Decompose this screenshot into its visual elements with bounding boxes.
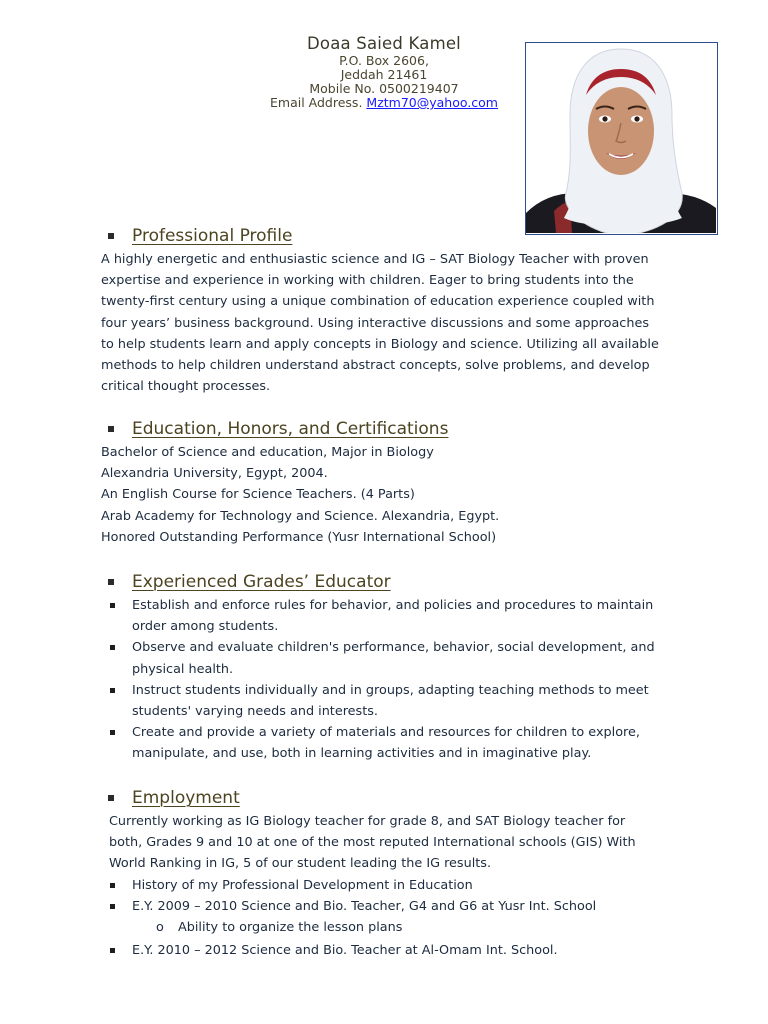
list-item xyxy=(108,722,655,764)
bullet-icon xyxy=(110,730,115,735)
heading-bullet-icon xyxy=(108,426,114,432)
list-item xyxy=(108,875,596,896)
list-item xyxy=(108,680,655,722)
grades-bullet-list xyxy=(108,595,655,765)
bullet-icon xyxy=(110,645,115,650)
person-name: Doaa Saied Kamel xyxy=(307,34,461,53)
employment-paragraph xyxy=(109,811,636,875)
list-item xyxy=(108,595,655,637)
email-link[interactable]: Mztm70@yahoo.com xyxy=(366,95,498,110)
list-item-text: manipulate, and use, both in learning activities and in imaginative play. xyxy=(132,746,592,762)
mobile-number: Mobile No. 0500219407 xyxy=(309,81,459,96)
profile-paragraph xyxy=(101,249,659,397)
bullet-icon xyxy=(110,883,115,888)
profile-line: expertise and experience in working with children. Eager to bring students into the xyxy=(101,273,634,289)
list-item xyxy=(108,896,596,917)
bullet-icon xyxy=(110,948,115,953)
circle-bullet-icon: o xyxy=(156,920,164,936)
profile-line: methods to help children understand abstract concepts, solve problems, and develop xyxy=(101,358,650,374)
list-item xyxy=(108,940,596,961)
bullet-icon xyxy=(110,688,115,693)
portrait-illustration xyxy=(526,43,716,233)
bullet-icon xyxy=(110,904,115,909)
section-title: Employment xyxy=(132,788,240,808)
sub-list-item-text: Ability to organize the lesson plans xyxy=(178,920,403,936)
email-label: Email Address. xyxy=(270,95,367,110)
profile-line: critical thought processes. xyxy=(101,379,271,395)
list-item-text: Establish and enforce rules for behavior, and policies and procedures to maintain xyxy=(132,598,654,613)
section-heading-grades xyxy=(108,571,391,593)
profile-photo xyxy=(525,42,718,235)
list-item-text: order among students. xyxy=(132,619,279,635)
list-item-text: Create and provide a variety of materials and resources for children to explore, xyxy=(132,725,640,741)
contact-header xyxy=(234,33,534,110)
address-line-2: Jeddah 21461 xyxy=(340,67,428,82)
education-line: Arab Academy for Technology and Science. Alexandria, Egypt. xyxy=(101,508,500,524)
list-item-text: Observe and evaluate children's performance, behavior, social development, and xyxy=(132,640,655,656)
heading-bullet-icon xyxy=(108,795,114,801)
profile-line: four years’ business background. Using interactive discussions and some approaches xyxy=(101,315,649,331)
list-item-text: E.Y. 2010 – 2012 Science and Bio. Teacher at Al-Omam Int. School. xyxy=(132,942,558,958)
profile-line: to help students learn and apply concepts in Biology and science. Utilizing all available xyxy=(101,336,659,352)
education-line: Alexandria University, Egypt, 2004. xyxy=(101,466,328,482)
list-item xyxy=(108,637,655,679)
education-list xyxy=(101,442,499,548)
list-item-text: students' varying needs and interests. xyxy=(132,704,378,720)
education-line: An English Course for Science Teachers. (4 Parts) xyxy=(101,487,415,503)
profile-line: twenty-first century using a unique combination of education experience coupled with xyxy=(101,294,655,310)
heading-bullet-icon xyxy=(108,579,114,585)
sub-list-item xyxy=(108,917,596,938)
employment-line: both, Grades 9 and 10 at one of the most reputed International schools (GIS) With xyxy=(109,835,636,851)
employment-line: Currently working as IG Biology teacher for grade 8, and SAT Biology teacher for xyxy=(109,814,626,829)
section-title: Experienced Grades’ Educator xyxy=(132,572,391,592)
education-line: Honored Outstanding Performance (Yusr International School) xyxy=(101,529,497,545)
section-title: Education, Honors, and Certifications xyxy=(132,419,449,439)
list-item-text: Instruct students individually and in groups, adapting teaching methods to meet xyxy=(132,682,649,698)
email-line xyxy=(234,96,534,110)
address-line-1: P.O. Box 2606, xyxy=(339,53,429,68)
list-item-text: E.Y. 2009 – 2010 Science and Bio. Teacher, G4 and G6 at Yusr Int. School xyxy=(132,899,597,915)
profile-line: A highly energetic and enthusiastic science and IG – SAT Biology Teacher with proven xyxy=(101,252,649,267)
heading-bullet-icon xyxy=(108,233,114,239)
education-line: Bachelor of Science and education, Major in Biology xyxy=(101,445,434,460)
employment-line: World Ranking in IG, 5 of our student leading the IG results. xyxy=(109,856,492,872)
section-title: Professional Profile xyxy=(132,226,293,246)
section-heading-profile xyxy=(108,225,292,247)
employment-bullet-list xyxy=(108,875,596,961)
list-item-text: physical health. xyxy=(132,661,234,677)
section-heading-education xyxy=(108,418,448,440)
bullet-icon xyxy=(110,603,115,608)
section-heading-employment xyxy=(108,787,240,809)
list-item-text: History of my Professional Development in Education xyxy=(132,878,473,893)
